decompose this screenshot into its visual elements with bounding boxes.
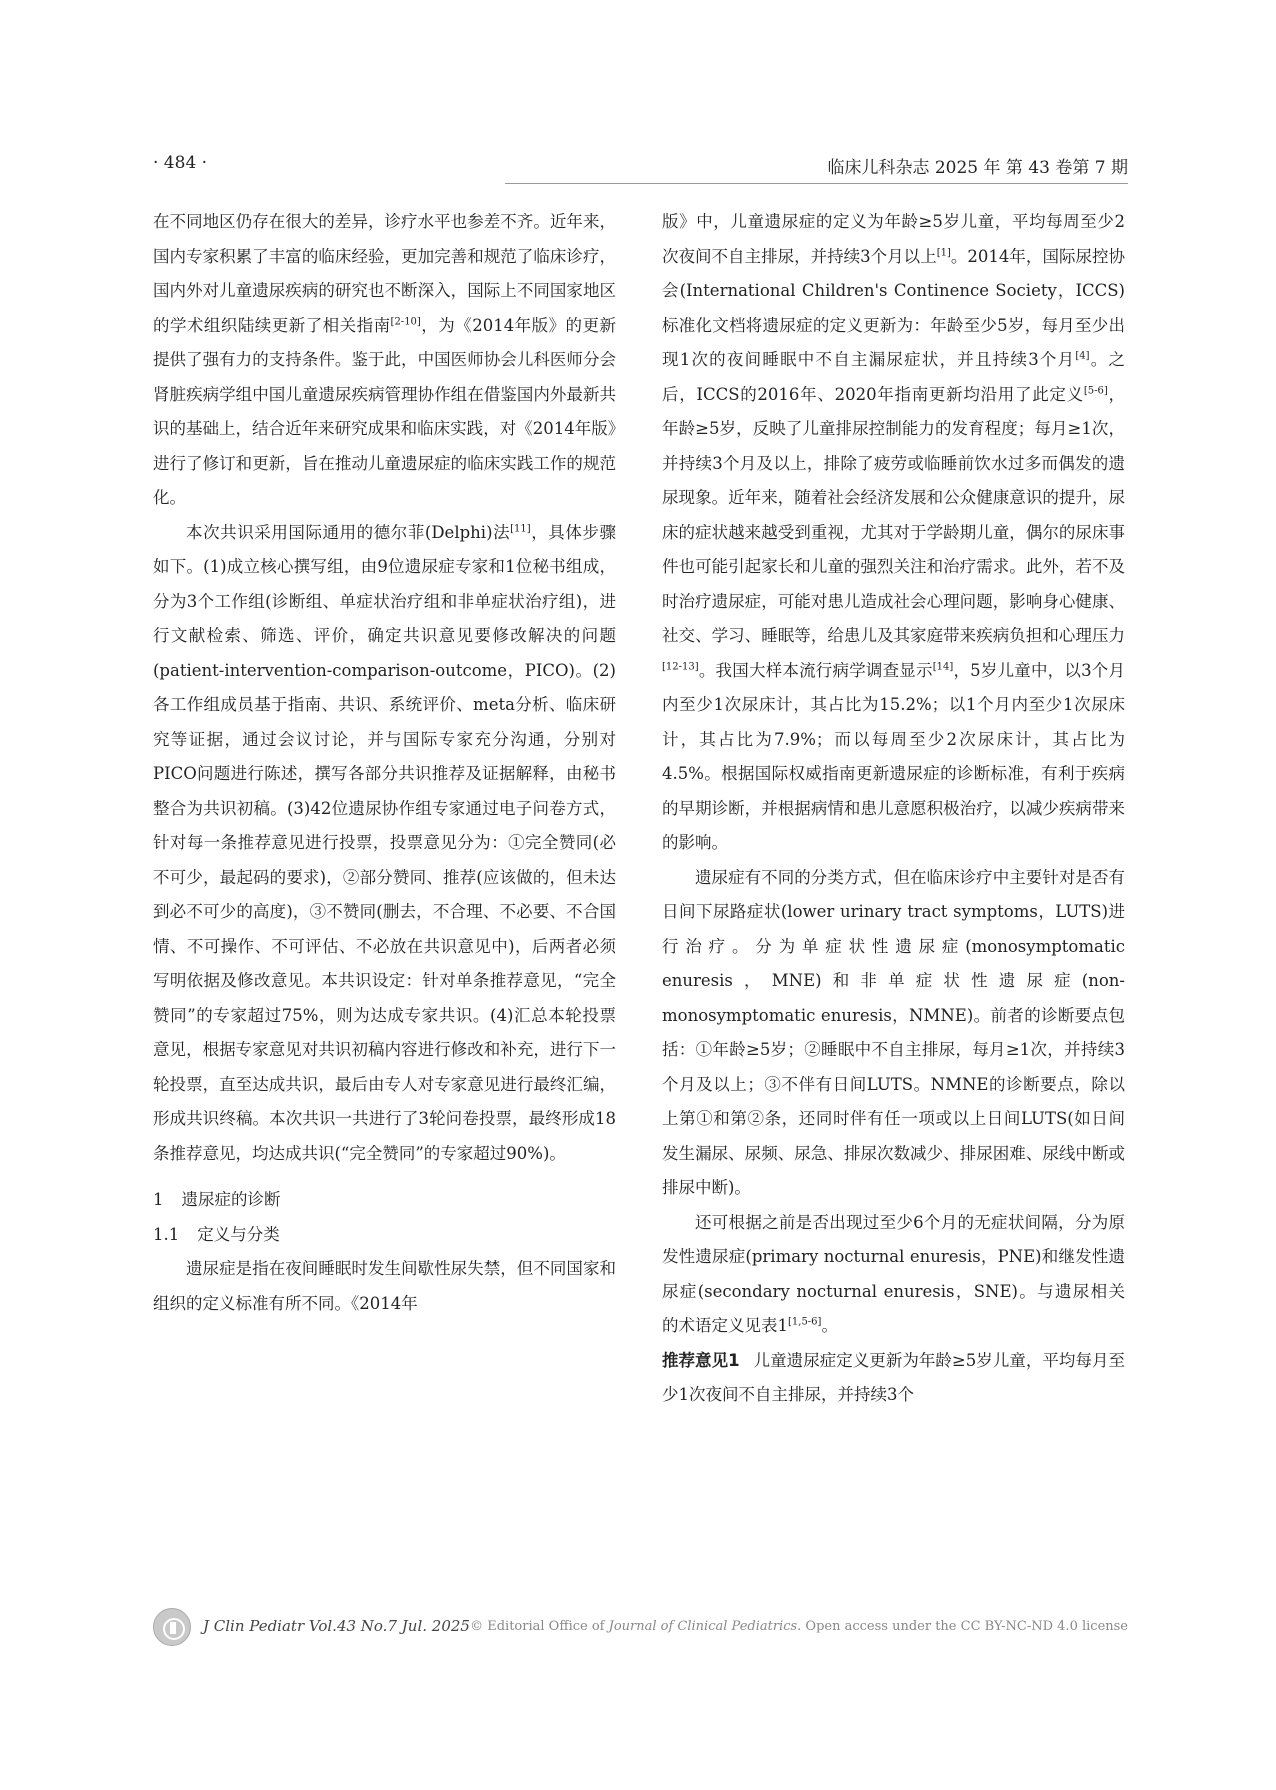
recommendation-label: 推荐意见1 [662,1350,740,1370]
citation: [1] [936,247,951,258]
paragraph: 还可根据之前是否出现过至少6个月的无症状间隔，分为原发性遗尿症(primary nocturnal enuresis，PNE)和继发性遗尿症(secondary nocturnal enuresis，SNE)。与遗尿相关的术语定义见表1[1,5-6]。 [662,1212,1125,1335]
left-column [153,205,616,1321]
journal-logo-icon [153,1608,191,1646]
page-number: · 484 · [153,153,208,173]
citation: [4] [1075,350,1090,362]
paragraph: 遗尿症有不同的分类方式，但在临床诊疗中主要针对是否有日间下尿路症状(lower urinary tract symptoms，LUTS)进行治疗。分为单症状性遗尿症(monosymptomatic enuresis，MNE)和非单症状性遗尿症(non-monosymptomatic enuresis，NMNE)。前者的诊断要点包括：①年龄≥5岁；②睡眠中不自主排尿，每月≥1次，并持续3个月及以上；③不伴有日间LUTS。NMNE的诊断要点，除以上第①和第②条，还同时伴有任一项或以上日间LUTS(如日间发生漏尿、尿频、尿急、排尿次数减少、排尿困难、尿线中断或排尿中断)。 [662,867,1125,1197]
license-notice: © Editorial Office of Journal of Clinical Pediatrics. Open access under the CC BY-NC-ND 4.0 license [470,1619,1128,1634]
page-header [153,153,1128,183]
page-footer [153,1608,1128,1648]
header-rule [505,183,1128,184]
citation: [5-6] [1083,385,1108,396]
citation: [12-13] [662,661,699,672]
citation: [2-10] [390,316,421,327]
right-column [662,205,1125,1413]
citation: [11] [510,523,531,534]
journal-citation: J Clin Pediatr Vol.43 No.7 Jul. 2025 [203,1617,470,1635]
paragraph: 在不同地区仍存在很大的差异，诊疗水平也参差不齐。近年来，国内专家积累了丰富的临床经验，更加完善和规范了临床诊疗，国内外对儿童遗尿疾病的研究也不断深入，国际上不同国家地区的学术组织陆续更新了相关指南[2-10]，为《2014年版》的更新提供了强有力的支持条件。鉴于此，中国医师协会儿科医师分会肾脏疾病学组中国儿童遗尿疾病管理协作组在借鉴国内外最新共识的基础上，结合近年来研究成果和临床实践，对《2014年版》进行了修订和更新，旨在推动儿童遗尿症的临床实践工作的规范化。 [153,212,616,507]
section-heading: 1 遗尿症的诊断 [153,1190,281,1209]
recommendation: 推荐意见1 儿童遗尿症定义更新为年龄≥5岁儿童，平均每月至少1次夜间不自主排尿，并持续3个 [662,1350,1125,1404]
paragraph: 本次共识采用国际通用的德尔菲(Delphi)法[11]，具体步骤如下。(1)成立核心撰写组，由9位遗尿症专家和1位秘书组成，分为3个工作组(诊断组、单症状治疗组和非单症状治疗组)，进行文献检索、筛选、评价，确定共识意见要修改解决的问题(patient-intervention-comparison-outcome，PICO)。(2)各工作组成员基于指南、共识、系统评价、meta分析、临床研究等证据，通过会议讨论，并与国际专家充分沟通，分别对PICO问题进行陈述，撰写各部分共识推荐及证据解释，由秘书整合为共识初稿。(3)42位遗尿协作组专家通过电子问卷方式，针对每一条推荐意见进行投票，投票意见分为：①完全赞同(必不可少，最起码的要求)，②部分赞同、推荐(应该做的，但未达到必不可少的高度)，③不赞同(删去，不合理、不必要、不合国情、不可操作、不可评估、不必放在共识意见中)，后两者必须写明依据及修改意见。本共识设定：针对单条推荐意见，“完全赞同”的专家超过75%，则为达成专家共识。(4)汇总本轮投票意见，根据专家意见对共识初稿内容进行修改和补充，进行下一轮投票，直至达成共识，最后由专人对专家意见进行最终汇编，形成共识终稿。本次共识一共进行了3轮问卷投票，最终形成18条推荐意见，均达成共识(“完全赞同”的专家超过90%)。 [153,522,616,1163]
subsection-heading: 1.1 定义与分类 [153,1224,280,1244]
journal-issue: 临床儿科杂志 2025 年 第 43 卷第 7 期 [827,158,1128,178]
citation: [1,5-6] [788,1316,822,1328]
paragraph: 版》中，儿童遗尿症的定义为年龄≥5岁儿童，平均每周至少2次夜间不自主排尿，并持续3个月以上[1]。2014年，国际尿控协会(International Children's Continence Society，ICCS)标准化文档将遗尿症的定义更新为：年龄至少5岁，每月至少出现1次的夜间睡眠中不自主漏尿症状，并且持续3个月[4]。之后，ICCS的2016年、2020年指南更新均沿用了此定义[5-6]，年龄≥5岁，反映了儿童排尿控制能力的发育程度；每月≥1次，并持续3个月及以上，排除了疲劳或临睡前饮水过多而偶发的遗尿现象。近年来，随着社会经济发展和公众健康意识的提升，尿床的症状越来越受到重视，尤其对于学龄期儿童，偶尔的尿床事件也可能引起家长和儿童的强烈关注和治疗需求。此外，若不及时治疗遗尿症，可能对患儿造成社会心理问题，影响身心健康、社交、学习、睡眠等，给患儿及其家庭带来疾病负担和心理压力[12-13]。我国大样本流行病学调查显示[14]，5岁儿童中，以3个月内至少1次尿床计，其占比为15.2%；以1个月内至少1次尿床计，其占比为7.9%；而以每周至少2次尿床计，其占比为4.5%。根据国际权威指南更新遗尿症的诊断标准，有利于疾病的早期诊断，并根据病情和患儿意愿积极治疗，以减少疾病带来的影响。 [662,212,1126,852]
paragraph: 遗尿症是指在夜间睡眠时发生间歇性尿失禁，但不同国家和组织的定义标准有所不同。《2014年 [153,1259,616,1313]
citation: [14] [932,661,954,672]
